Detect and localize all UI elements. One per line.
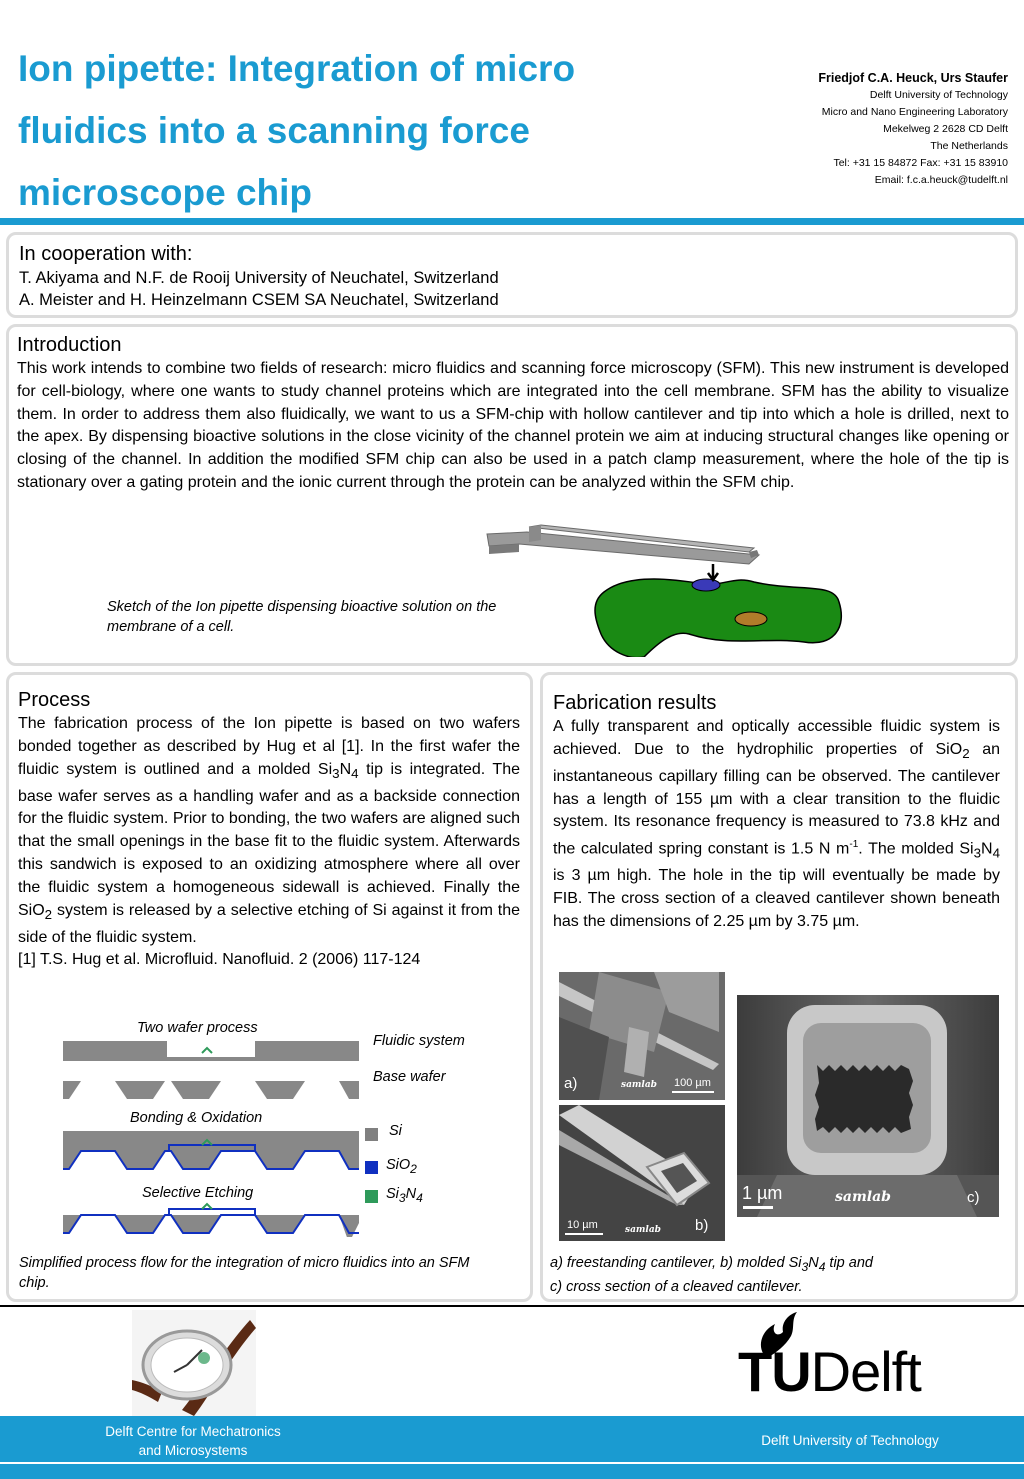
introduction-heading: Introduction — [17, 334, 122, 356]
affiliation-line: Delft University of Technology — [869, 89, 1008, 101]
sem-image-tip — [559, 1105, 725, 1241]
cooperation-list — [19, 267, 499, 311]
footer-left-text: Delft Centre for Mechatronics and Microsystems — [105, 1424, 281, 1458]
tudelft-logo: TUDelft — [738, 1340, 921, 1403]
reference: [1] T.S. Hug et al. Microfluid. Nanofluid. 2 (2006) 117-124 — [18, 951, 421, 969]
watch-photo — [132, 1310, 256, 1416]
samlab-watermark: samlab — [835, 1189, 891, 1205]
introduction-panel — [6, 324, 1018, 666]
scale-bar-line — [672, 1091, 714, 1093]
legend-si3n4-swatch — [365, 1190, 378, 1203]
affiliation-line: Email: f.c.a.heuck@tudelft.nl — [874, 174, 1008, 186]
scale-bar-100um: 100 µm — [674, 1077, 711, 1089]
base-wafer-label: Base wafer — [373, 1069, 446, 1085]
footer-band-bottom — [0, 1464, 1024, 1479]
affiliation-line: Tel: +31 15 84872 Fax: +31 15 83910 — [833, 157, 1008, 169]
legend-si-label: Si — [389, 1123, 402, 1139]
process-caption: Simplified process flow for the integration of micro fluidics into an SFM chip. — [19, 1255, 470, 1291]
samlab-watermark: samlab — [625, 1225, 661, 1235]
image-b-label: b) — [695, 1217, 709, 1234]
header-divider — [0, 218, 1024, 225]
cooperation-line: A. Meister and H. Heinzelmann CSEM SA Neuchatel, Switzerland — [19, 291, 499, 309]
introduction-text: This work intends to combine two fields of research: micro fluidics and scanning force microscopy (SFM). This new instrument is developed for cell-biology, where one wants to study channel proteins which are integrated into the cell membrane. SFM has the ability to visualize them. In order to address them also fluidically, we want to us a SFM-chip with hollow cantilever and tip into which a hole is drilled, next to the apex. By dispensing bioactive solutions in the close vicinity of the channel protein we aim at inducing structural changes like opening or closing of the channel. In addition the modified SFM chip can also be used in a patch clamp measurement, where the hole of the tip is stationary over a gating protein and the ionic current through the protein can be analyzed within the SFM chip. — [17, 360, 1009, 491]
scale-bar-1um: 1 µm — [742, 1183, 783, 1203]
channel-protein — [692, 579, 720, 591]
process-flow-diagram — [59, 1037, 359, 1237]
ion-pipette-sketch — [479, 522, 849, 657]
process-heading: Process — [18, 689, 91, 711]
scale-bar-line — [743, 1206, 773, 1209]
affiliation-line: The Netherlands — [930, 140, 1008, 152]
introduction-caption: Sketch of the Ion pipette dispensing bioactive solution on the membrane of a cell. — [107, 599, 497, 635]
scale-bar-10um: 10 µm — [567, 1219, 598, 1231]
step-one-wafers — [63, 1041, 359, 1099]
affiliation-line: Micro and Nano Engineering Laboratory — [821, 106, 1008, 118]
step-etching-label: Selective Etching — [142, 1185, 254, 1201]
wristwatch-icon — [132, 1310, 256, 1416]
image-c-label: c) — [967, 1189, 980, 1206]
affiliation-line: Mekelweg 2 2628 CD Delft — [883, 123, 1008, 135]
cantilever-illustration — [487, 525, 759, 564]
dispense-arrow — [708, 564, 718, 580]
author-block — [668, 70, 1008, 189]
fabrication-text: A fully transparent and optically accessible fluidic system is achieved. Due to the hydrophilic properties of SiO$_2$ an instantaneous capillary filling can be observed. The cantilever has a length of 155 µm with a clear transition to the fluidic system. Its resonance frequency is measured to 73.8 kHz and the calculated spring constant is 1.5 N $m^{-1}$. The molded $Si_3N_4$ is 3 µm high. The hole in the tip will eventually be made by FIB. The cross section of a cleaved cantilever shown beneath has the dimensions of 2.25 µm by 3.75 µm. — [553, 718, 1000, 931]
footer-divider — [0, 1305, 1024, 1307]
footer-right-text: Delft University of Technology — [761, 1433, 939, 1448]
poster-title: Ion pipette: Integration of micro fluidics into a scanning force microscope chip — [18, 48, 576, 213]
cooperation-line: T. Akiyama and N.F. de Rooij University of Neuchatel, Switzerland — [19, 269, 499, 287]
cooperation-heading: In cooperation with: — [19, 243, 193, 265]
step-two-wafer-label: Two wafer process — [137, 1020, 258, 1036]
legend-sio2-label: SiO$_2$ — [386, 1157, 417, 1176]
step-three-etched — [63, 1204, 359, 1237]
sem-image-cross-section — [737, 995, 999, 1217]
legend-si3n4-label: $Si_3N_4$ — [386, 1186, 423, 1205]
fluidic-system-label: Fluidic system — [373, 1033, 465, 1049]
process-text: The fabrication process of the Ion pipette is based on two wafers bonded together as described by Hug et al [1]. In the first wafer the fluidic system is outlined and a molded $Si_3N_4$ tip is integrated. The base wafer serves as a handling wafer and as a backside connection for the fluidic system. Prior to bonding, the two wafers are aligned such that the small openings in the base fit to the fluidic system. Afterwards this sandwich is exposed to an oxidizing atmosphere where all over the fluidic system a homogeneous sidewall is achieved. Finally the SiO$_2$ system is released by a selective etching of Si against it from the side of the fluidic system. [1] T.S. Hug et al. Microfluid. Nanofluid. 2 (2006) 117-124 — [18, 715, 521, 969]
legend-si-swatch — [365, 1128, 378, 1141]
step-two-bonded — [63, 1131, 359, 1169]
process-panel — [6, 672, 533, 1302]
cooperation-panel — [6, 232, 1018, 318]
author-names: Friedjof C.A. Heuck, Urs Staufer — [818, 71, 1008, 85]
scale-bar-line — [565, 1233, 603, 1235]
sem-image-cantilever — [559, 972, 725, 1100]
fabrication-caption: a) freestanding cantilever, b) molded $Si_3N_4$ tip and c) cross section of a cleaved cantilever. — [550, 1255, 873, 1295]
cell-nucleus — [735, 612, 767, 626]
samlab-watermark: samlab — [621, 1080, 657, 1090]
legend-sio2-swatch — [365, 1161, 378, 1174]
image-a-label: a) — [564, 1075, 578, 1092]
step-bonding-label: Bonding & Oxidation — [130, 1110, 263, 1126]
fabrication-heading: Fabrication results — [553, 692, 717, 714]
fabrication-panel — [540, 672, 1018, 1302]
cell-membrane-shape — [595, 579, 841, 657]
